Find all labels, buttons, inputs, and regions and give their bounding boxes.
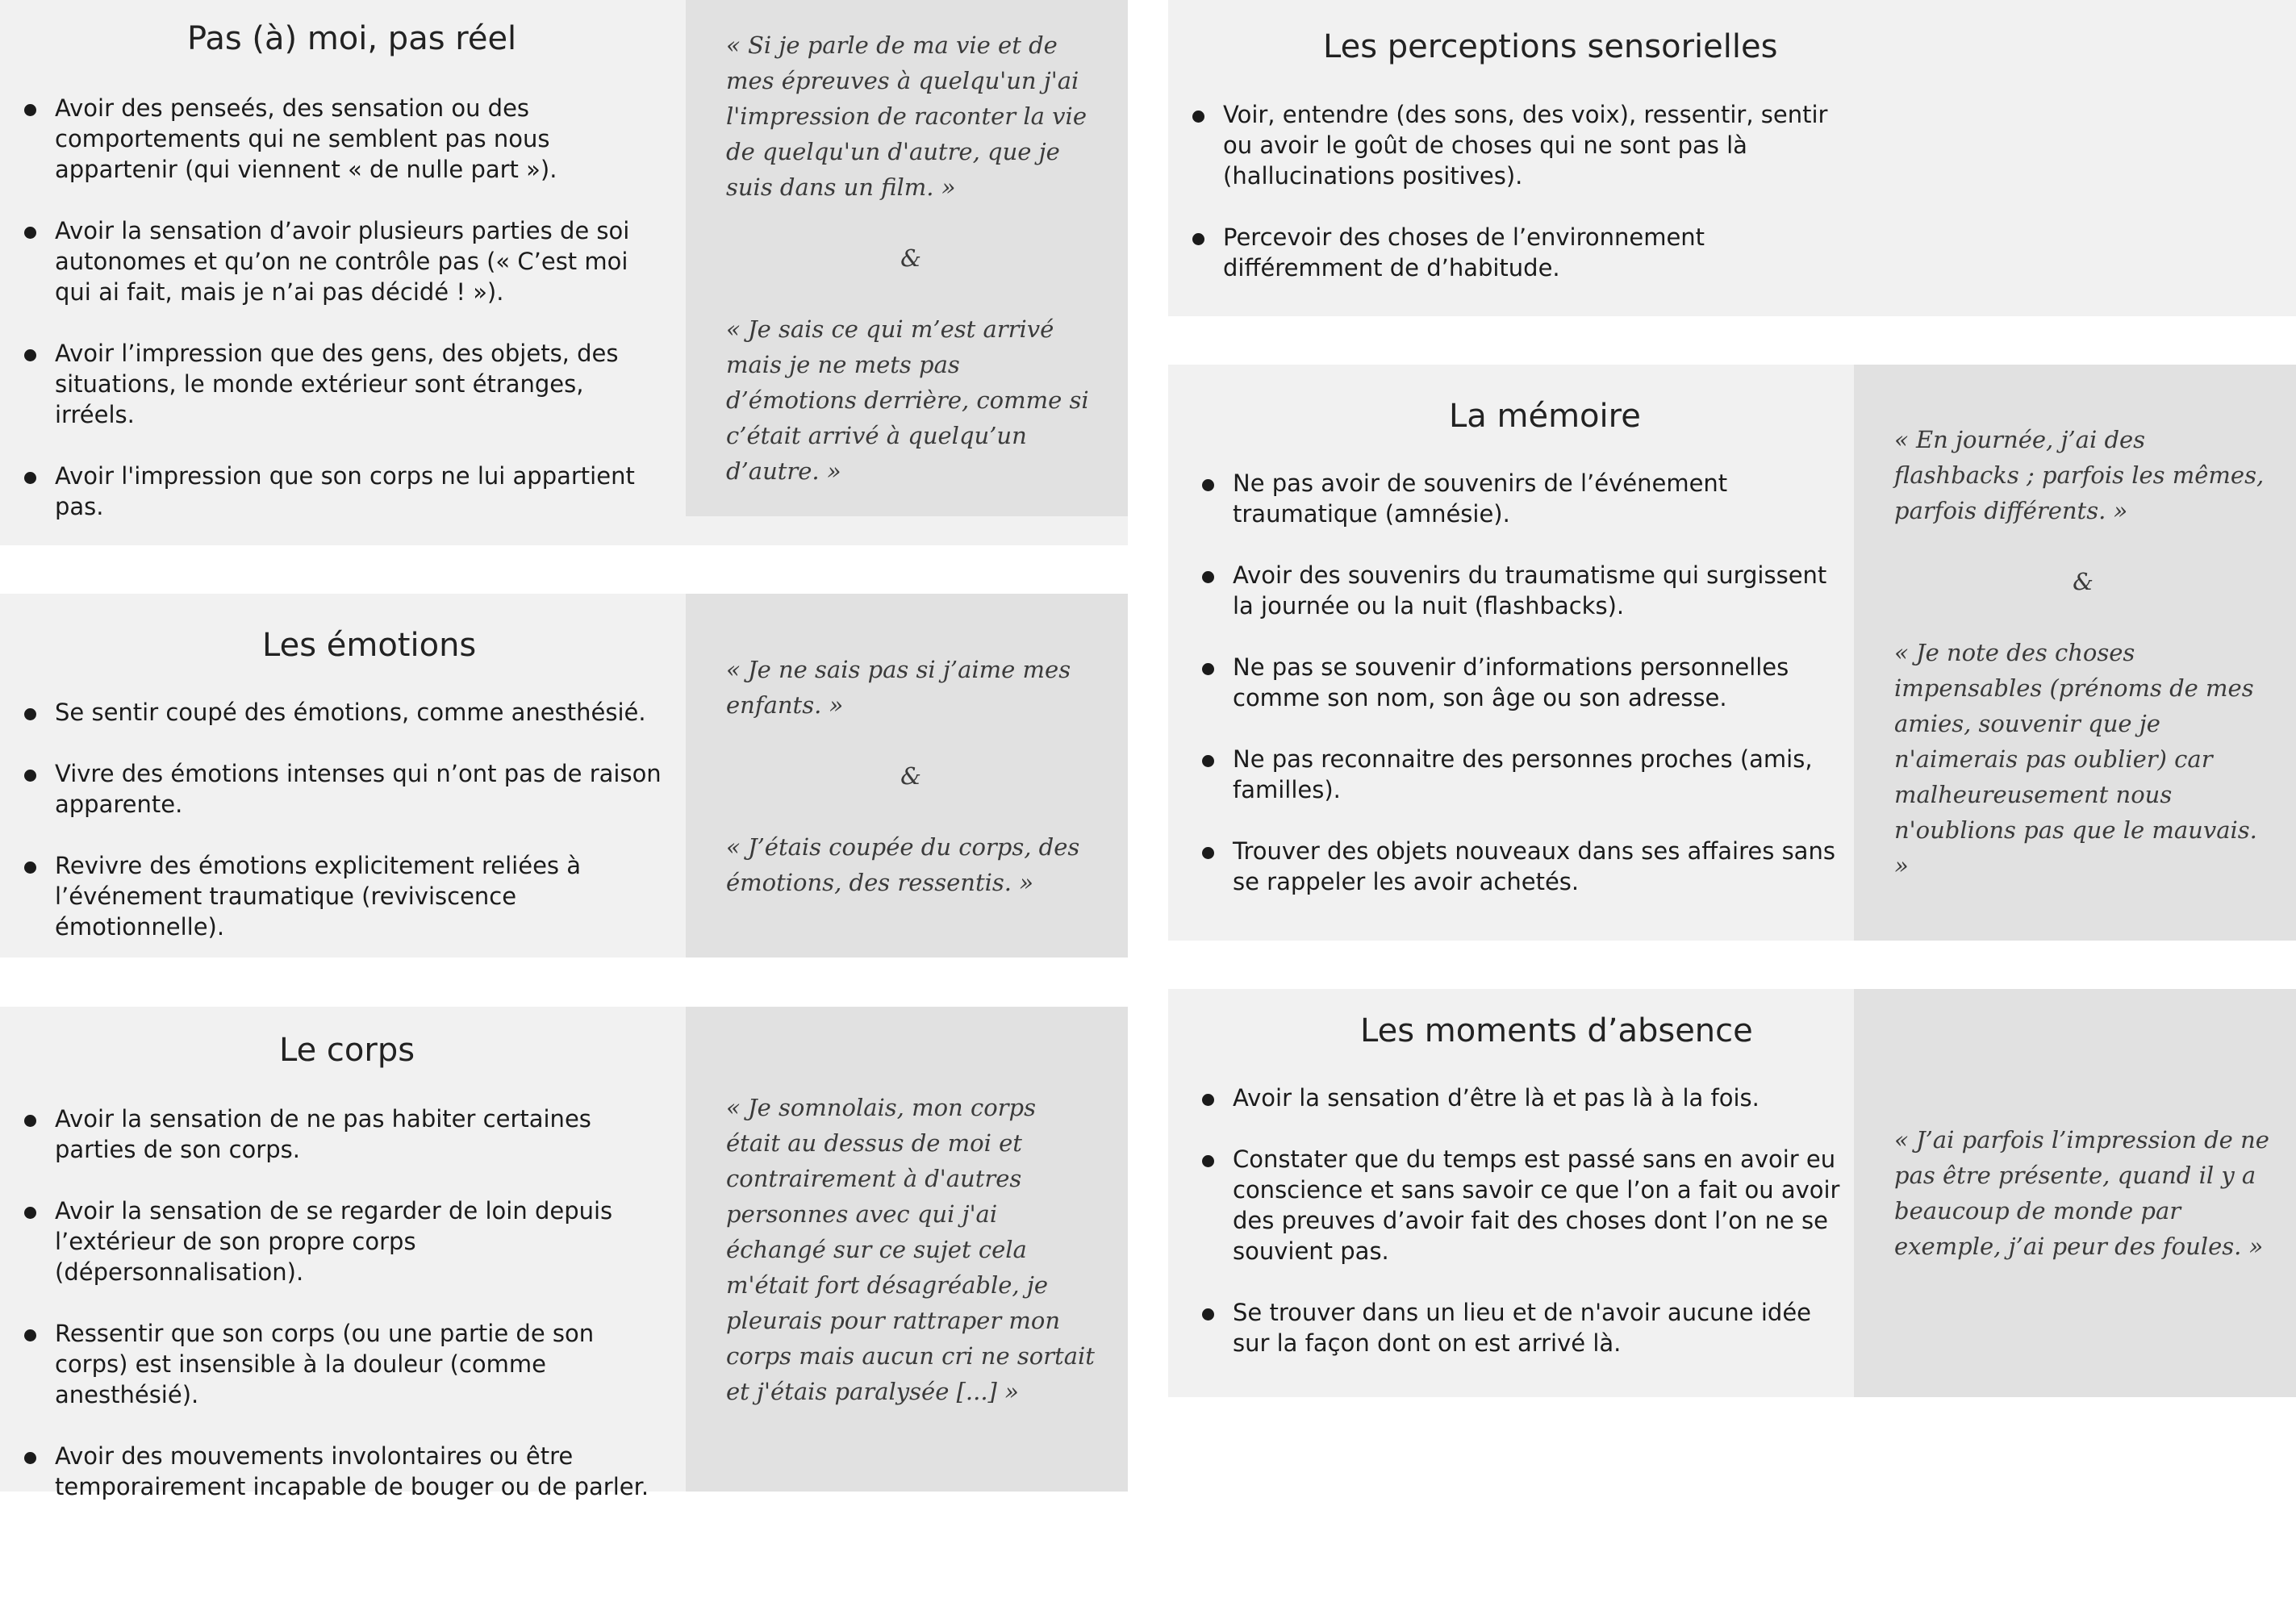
quote-separator: &	[900, 244, 921, 272]
card-title: Pas (à) moi, pas réel	[187, 20, 517, 57]
card-main	[1168, 989, 1854, 1397]
card-main	[0, 1007, 686, 1500]
card-title: La mémoire	[1449, 398, 1641, 435]
card-absence	[1168, 989, 2296, 1397]
card-corps	[0, 1007, 1128, 1500]
list-item: Vivre des émotions intenses qui n’ont pas de raison apparente.	[24, 758, 662, 820]
list-item: Voir, entendre (des sons, des voix), ressentir, sentir ou avoir le goût de choses qui ne sont pas là (hallucinations positives).	[1192, 99, 1846, 191]
testimony-quote: « Je sais ce qui m’est arrivé mais je ne mets pas d’émotions derrière, comme si c’était arrivé à quelqu’un d’autre. »	[726, 315, 1089, 485]
card-main	[1168, 365, 1854, 941]
bullet-icon	[1202, 755, 1214, 767]
card-title: Les perceptions sensorielles	[1323, 28, 1778, 65]
list-item: Ne pas avoir de souvenirs de l’événement traumatique (amnésie).	[1202, 468, 1847, 529]
testimony-quote: « En journée, j’ai des flashbacks ; parfois les mêmes, parfois différents. »	[1894, 426, 2265, 524]
bullet-icon	[1202, 663, 1214, 675]
card-memoire	[1168, 365, 2296, 941]
bullet-list	[1202, 468, 1847, 897]
bullet-icon	[1202, 1155, 1214, 1167]
list-item: Ressentir que son corps (ou une partie de son corps) est insensible à la douleur (comme anesthésié).	[24, 1318, 662, 1410]
bullet-icon	[24, 227, 36, 239]
list-item: Avoir l'impression que son corps ne lui appartient pas.	[24, 461, 662, 522]
bullet-icon	[1202, 847, 1214, 859]
quote-separator: &	[900, 761, 921, 790]
bullet-icon	[1192, 233, 1204, 245]
bullet-icon	[1202, 1308, 1214, 1321]
list-item: Avoir la sensation de ne pas habiter certaines parties de son corps.	[24, 1104, 662, 1165]
list-item: Avoir la sensation de se regarder de loin depuis l’extérieur de son propre corps (dépersonnalisation).	[24, 1195, 662, 1287]
bullet-icon	[24, 862, 36, 874]
bullet-icon	[24, 770, 36, 782]
card-main	[0, 594, 686, 958]
testimony-quote: « J’étais coupée du corps, des émotions, des ressentis. »	[726, 832, 1080, 896]
card-title: Les moments d’absence	[1360, 1012, 1753, 1049]
list-item: Avoir la sensation d’avoir plusieurs parties de soi autonomes et qu’on ne contrôle pas (« C’est moi qui ai fait, mais je n’ai pas décidé ! »).	[24, 215, 662, 307]
list-item: Avoir des souvenirs du traumatisme qui surgissent la journée ou la nuit (flashbacks).	[1202, 560, 1847, 621]
bullet-icon	[1202, 479, 1214, 491]
bullet-icon	[24, 1329, 36, 1341]
list-item: Se trouver dans un lieu et de n'avoir aucune idée sur la façon dont on est arrivé là.	[1202, 1297, 1847, 1358]
bullet-icon	[24, 1452, 36, 1464]
bullet-icon	[24, 349, 36, 361]
bullet-list	[24, 697, 662, 942]
card-perceptions	[1168, 0, 2296, 316]
list-item: Ne pas se souvenir d’informations personnelles comme son nom, son âge ou son adresse.	[1202, 652, 1847, 713]
bullet-icon	[24, 1207, 36, 1219]
list-item: Trouver des objets nouveaux dans ses affaires sans se rappeler les avoir achetés.	[1202, 836, 1847, 897]
testimony-quote: « Je somnolais, mon corps était au dessus de moi et contrairement à d'autres personnes avec qui j'ai échangé sur ce sujet cela m'était fort désagréable, je pleurais pour rattraper mon corps mais aucun cri ne sortait et j'étais paralysée [...] »	[726, 1093, 1095, 1405]
testimony-box	[1854, 365, 2296, 941]
testimony-quote: « Si je parle de ma vie et de mes épreuves à quelqu'un j'ai l'impression de raconter la vie de quelqu'un d'autre, que je suis dans un film. »	[726, 31, 1087, 201]
testimony-box	[1854, 989, 2296, 1397]
list-item: Revivre des émotions explicitement reliées à l’événement traumatique (reviviscence émotionnelle).	[24, 850, 662, 942]
testimony-box	[686, 0, 1128, 516]
bullet-icon	[24, 708, 36, 720]
card-title: Le corps	[279, 1032, 415, 1069]
card-main	[0, 0, 686, 545]
bullet-icon	[1202, 571, 1214, 583]
bullet-icon	[24, 104, 36, 116]
list-item: Avoir la sensation d’être là et pas là à la fois.	[1202, 1083, 1847, 1113]
bullet-list	[1202, 1083, 1847, 1358]
list-item: Constater que du temps est passé sans en avoir eu conscience et sans savoir ce que l’on a fait ou avoir des preuves d’avoir fait des choses dont l’on ne se souvient pas.	[1202, 1144, 1847, 1266]
quote-separator: &	[2073, 568, 2094, 595]
list-item: Ne pas reconnaitre des personnes proches (amis, familles).	[1202, 744, 1847, 805]
list-item: Se sentir coupé des émotions, comme anesthésié.	[24, 697, 662, 728]
testimony-quote: « Je note des choses impensables (prénoms de mes amies, souvenir que je n'aimerais pas oublier) car malheureusement nous n'oublions pas que le mauvais. »	[1894, 639, 2257, 879]
card-pas-moi	[0, 0, 1128, 545]
list-item: Avoir des penseés, des sensation ou des comportements qui ne semblent pas nous appartenir (qui viennent « de nulle part »).	[24, 93, 662, 185]
list-item: Percevoir des choses de l’environnement différemment de d’habitude.	[1192, 222, 1846, 283]
testimony-box	[686, 594, 1128, 958]
testimony-box	[686, 1007, 1128, 1492]
testimony-quote: « J’ai parfois l’impression de ne pas être présente, quand il y a beaucoup de monde par exemple, j’ai peur des foules. »	[1894, 1126, 2269, 1260]
bullet-icon	[24, 1115, 36, 1127]
card-emotions	[0, 594, 1128, 958]
bullet-list	[1192, 99, 1846, 283]
bullet-icon	[24, 472, 36, 484]
bullet-list	[24, 93, 662, 522]
testimony-quote: « Je ne sais pas si j’aime mes enfants. »	[726, 655, 1071, 719]
bullet-icon	[1192, 111, 1204, 123]
card-title: Les émotions	[262, 627, 477, 664]
list-item: Avoir des mouvements involontaires ou être temporairement incapable de bouger ou de parler.	[24, 1441, 662, 1502]
bullet-list	[24, 1104, 662, 1502]
bullet-icon	[1202, 1094, 1214, 1106]
list-item: Avoir l’impression que des gens, des objets, des situations, le monde extérieur sont étranges, irréels.	[24, 338, 662, 430]
